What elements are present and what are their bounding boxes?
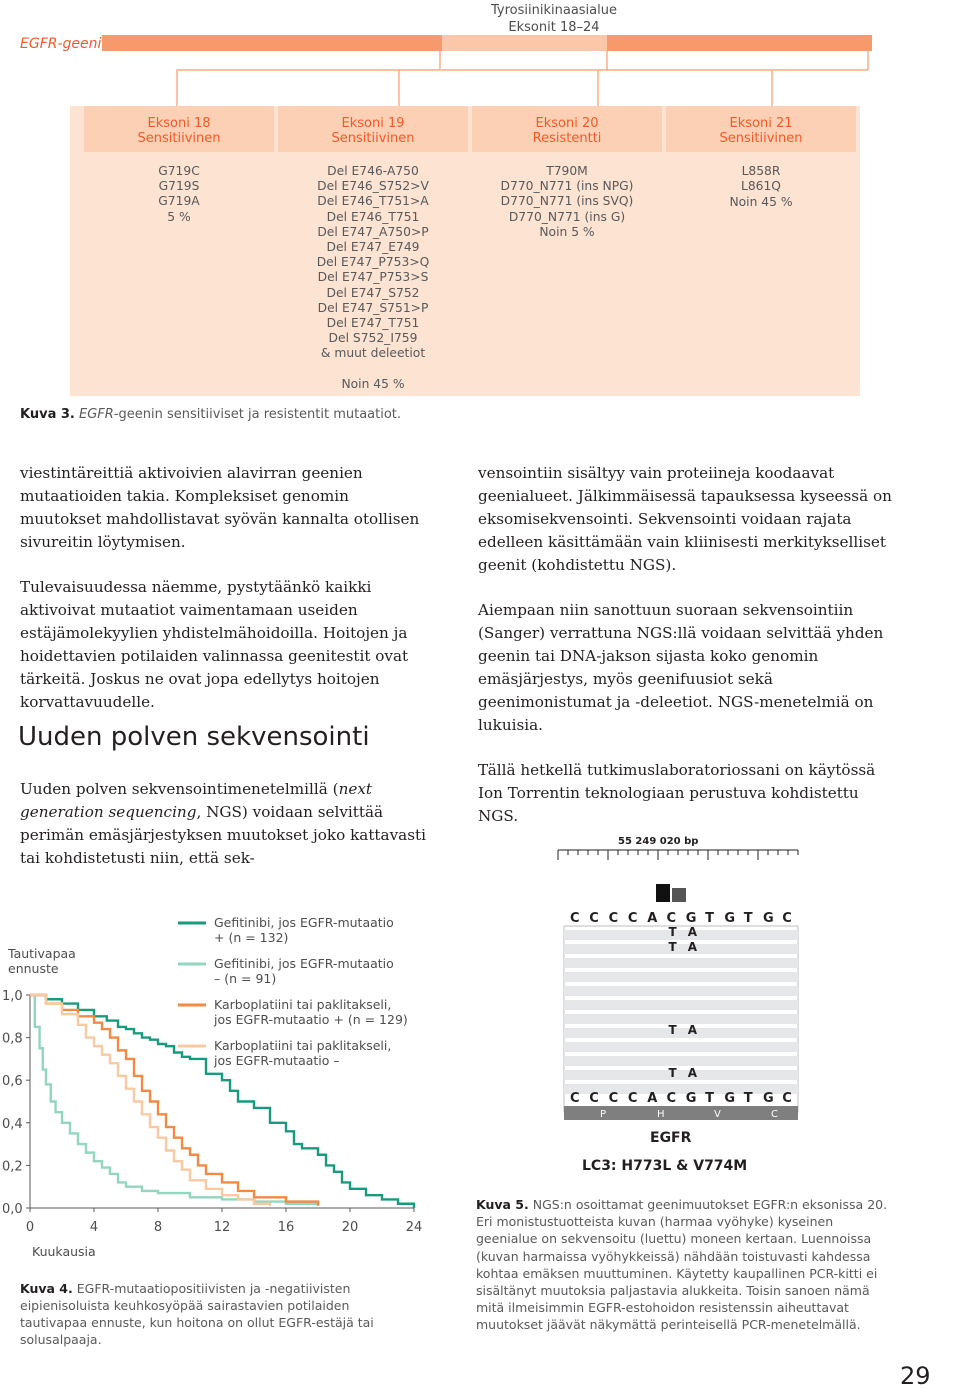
exon-18-status: Sensitiivinen bbox=[137, 131, 221, 146]
base-letter: T bbox=[705, 1091, 714, 1106]
figure-3-caption bbox=[20, 407, 401, 422]
mutation-item: G719C bbox=[158, 164, 200, 178]
exon-19-status: Sensitiivinen bbox=[331, 131, 415, 146]
mutation-item: Del E747_E749 bbox=[326, 240, 420, 255]
y-axis-label-1: Tautivapaa bbox=[8, 946, 76, 961]
variant-letter: T bbox=[668, 940, 677, 954]
paragraph: Aiempaan niin sanottuun suoraan sekvensointiin (Sanger) verrattuna NGS:llä voidaan selvittää yhden geenin tai DNA-jakson sijasta koko genomin emäsjärjestys, myös geenifuusiot sekä geenimonistumat ja -deleetiot. NGS-menetelmiä on lukuisia. bbox=[478, 601, 884, 734]
base-letter: C bbox=[608, 911, 619, 926]
base-letter: C bbox=[627, 911, 638, 926]
exon-19-mutations bbox=[278, 152, 468, 392]
base-letter: T bbox=[743, 1091, 753, 1106]
y-tick-label: 0,0 bbox=[2, 1202, 23, 1217]
x-tick-label: 8 bbox=[153, 1220, 163, 1235]
read-band bbox=[564, 1056, 798, 1066]
read-band bbox=[564, 930, 798, 940]
paragraph: Tulevaisuudessa näemme, pystytäänkö kaikki aktivoivat mutaatiot vaimentamaan useiden estäjämolekyylien yhdistelmähoidoilla. Hoitojen ja hoidettavien potilaiden valinnassa geenitestit ovat tärkeitä. Joskus ne ovat jopa edellytys hoitojen korvattavuudelle. bbox=[20, 578, 409, 711]
legend-label: – (n = 91) bbox=[214, 971, 277, 986]
exon-19-title: Eksoni 19 bbox=[341, 116, 405, 131]
caption-text: NGS:n osoittamat geenimuutokset EGFR:n eksonissa 20. Eri monistustuotteista kuvan (harmaa vyöhyke) kyseinen geenialue on sekvensoitu (luettu) moneen kertaan. Luennoissa (kuvan harmaissa vyöhykkeissä) nähdään toistuvasti kahdessa kohtaa emäksen muuttuminen. Käytetty kaupallinen PCR-kitti ei sisältänyt muutoksia paljastavia alukkeita. Toisin sanoen nämä mitä ilmeisimmin EGFR-estohoidon resistenssin aiheuttavat muutokset jäävät näkymättä perinteisellä PCR-menetelmällä. bbox=[476, 1197, 888, 1333]
base-letter: C bbox=[627, 1091, 638, 1106]
legend-label: jos EGFR-mutaatio – bbox=[214, 1053, 340, 1068]
exon-18-mutations bbox=[84, 152, 274, 225]
x-tick-label: 4 bbox=[89, 1220, 99, 1235]
caption-gene: EGFR bbox=[79, 407, 114, 422]
exon-20-status: Resistentti bbox=[532, 131, 602, 146]
y-axis-label-2: ennuste bbox=[8, 961, 59, 976]
gene-name-label: EGFR bbox=[650, 1130, 692, 1146]
read-band bbox=[564, 1070, 798, 1080]
mutation-item: Del E747_T751 bbox=[326, 316, 420, 331]
read-band bbox=[564, 986, 798, 996]
legend-label: Gefitinibi, jos EGFR-mutaatio bbox=[214, 915, 394, 930]
y-tick-label: 0,8 bbox=[2, 1031, 23, 1047]
base-letter: C bbox=[570, 911, 580, 926]
mutation-item: Del E747_S752 bbox=[326, 285, 420, 300]
mutation-item: Del E747_A750>P bbox=[317, 224, 429, 239]
exon-18-header bbox=[84, 106, 274, 152]
variant-letter: T bbox=[668, 925, 677, 939]
base-letter: A bbox=[647, 911, 658, 926]
mutation-item: & muut deleetiot bbox=[320, 346, 426, 361]
legend-label: Karboplatiini tai paklitakseli, bbox=[214, 1038, 392, 1053]
variant-letter: A bbox=[687, 1023, 698, 1037]
mutation-frequency: Noin 5 % bbox=[539, 225, 595, 239]
mutation-item: D770_N771 (ins NPG) bbox=[500, 179, 634, 194]
variant-letter: A bbox=[687, 1066, 698, 1080]
figure-5-caption bbox=[476, 1196, 896, 1334]
base-letter: C bbox=[782, 1091, 792, 1106]
exon-21-mutations bbox=[666, 152, 856, 210]
mutation-item: L858R bbox=[741, 164, 781, 178]
exon-bracket-lines bbox=[0, 0, 960, 110]
base-letter: G bbox=[724, 911, 736, 926]
paragraph: viestintäreittiä aktivoivien alavirran geenien mutaatioiden takia. Kompleksiset genomin muutokset mahdollistavat syövän kannalta otollisen sivureitin löytymisen. bbox=[20, 464, 420, 551]
base-letter: G bbox=[763, 911, 774, 926]
read-band bbox=[564, 944, 798, 954]
exon-21-title: Eksoni 21 bbox=[729, 116, 793, 131]
amino-acid-letter: V bbox=[714, 1109, 721, 1120]
base-letter: G bbox=[685, 911, 697, 926]
paragraph: Tällä hetkellä tutkimuslaboratoriossani on käytössä Ion Torrentin teknologiaan perustuva kohdistettu NGS. bbox=[478, 761, 876, 825]
base-letter: A bbox=[647, 1091, 658, 1106]
kinase-title-line-1: Tyrosiinikinaasialue bbox=[491, 3, 617, 18]
mutation-item: D770_N771 (ins G) bbox=[508, 209, 626, 224]
exon-21-column bbox=[666, 106, 856, 396]
caption-label: Kuva 3. bbox=[20, 407, 75, 422]
amino-acid-letter: C bbox=[771, 1109, 778, 1120]
base-letter: C bbox=[589, 911, 599, 926]
legend-label: jos EGFR-mutaatio + (n = 129) bbox=[214, 1012, 408, 1027]
page-number: 29 bbox=[900, 1362, 931, 1389]
sequencing-read-image bbox=[548, 830, 808, 1150]
base-letter: C bbox=[589, 1091, 599, 1106]
right-text-column bbox=[478, 462, 898, 850]
legend-label: Karboplatiini tai paklitakseli, bbox=[214, 997, 392, 1012]
base-letter: G bbox=[685, 1091, 697, 1106]
exon-20-mutations bbox=[472, 152, 662, 240]
base-letter: G bbox=[724, 1091, 736, 1106]
read-band bbox=[564, 1014, 798, 1024]
paragraph bbox=[20, 778, 432, 870]
paragraph-italic: next generation sequencing bbox=[20, 780, 373, 821]
base-letter: G bbox=[763, 1091, 774, 1106]
x-tick-label: 20 bbox=[341, 1220, 359, 1235]
paragraph: vensointiin sisältyy vain proteiineja koodaavat geenialueet. Jälkimmäisessä tapauksessa kyseessä on eksomisekvensointi. Sekvensointi voidaan rajata edelleen käsittämään vain kliinisesti merkitykselliset geenit (kohdistettu NGS). bbox=[478, 464, 892, 574]
exon-18-column bbox=[84, 106, 274, 396]
read-band bbox=[564, 958, 798, 968]
legend-label: + (n = 132) bbox=[214, 930, 289, 945]
exon-21-status: Sensitiivinen bbox=[719, 131, 803, 146]
x-tick-label: 0 bbox=[25, 1220, 35, 1235]
x-axis-label: Kuukausia bbox=[32, 1244, 96, 1259]
coverage-block bbox=[656, 884, 670, 902]
coverage-block bbox=[672, 888, 686, 902]
x-tick-label: 16 bbox=[277, 1220, 295, 1235]
mutation-frequency: 5 % bbox=[167, 209, 191, 224]
mutation-item: Del E746_T751>A bbox=[317, 194, 429, 209]
mutation-frequency: Noin 45 % bbox=[729, 194, 793, 209]
base-letter: T bbox=[705, 911, 714, 926]
section-heading: Uuden polven sekvensointi bbox=[18, 722, 370, 752]
y-ticks bbox=[2, 989, 30, 1217]
mutation-table bbox=[70, 106, 860, 396]
paragraph-text: Uuden polven sekvensointimenetelmillä ( bbox=[20, 780, 339, 798]
paragraph-text: , NGS) voidaan selvittää perimän emäsjärjestyksen muutokset joko kattavasti tai kohdistetusti niin, että sek- bbox=[20, 803, 426, 867]
mutation-item: Del E747_P753>Q bbox=[316, 255, 430, 270]
exon-20-column bbox=[472, 106, 662, 396]
chart-legend bbox=[178, 915, 408, 1068]
variant-letter: T bbox=[668, 1023, 677, 1037]
mutation-item: Del E747_P753>S bbox=[317, 270, 429, 285]
variant-label: LC3: H773L & V774M bbox=[582, 1158, 748, 1174]
mutation-item: Del S752_I759 bbox=[328, 331, 418, 346]
variant-letter: A bbox=[687, 940, 698, 954]
base-letter: C bbox=[666, 1091, 677, 1106]
genomic-position-label: 55 249 020 bp bbox=[618, 836, 699, 847]
base-letter: C bbox=[570, 1091, 580, 1106]
mutation-item: L861Q bbox=[740, 179, 781, 194]
mutation-item: Del E746_S752>V bbox=[317, 179, 429, 194]
spacer bbox=[278, 362, 468, 377]
variant-letter: T bbox=[668, 1066, 677, 1080]
mutation-item: Del E747_S751>P bbox=[317, 300, 429, 315]
read-band bbox=[564, 972, 798, 982]
figure-4-caption bbox=[20, 1280, 400, 1348]
gene-label: EGFR-geeni bbox=[20, 36, 102, 52]
x-ticks bbox=[26, 1208, 422, 1235]
legend-label: Gefitinibi, jos EGFR-mutaatio bbox=[214, 956, 394, 971]
mutation-item: D770_N771 (ins SVQ) bbox=[500, 194, 634, 209]
exon-20-header bbox=[472, 106, 662, 152]
kinase-title-line-2: Eksonit 18–24 bbox=[508, 20, 600, 35]
y-tick-label: 0,6 bbox=[2, 1074, 23, 1090]
amino-acid-letter: P bbox=[600, 1109, 607, 1120]
mutation-frequency: Noin 45 % bbox=[341, 376, 405, 391]
exon-21-header bbox=[666, 106, 856, 152]
base-letter: T bbox=[743, 911, 753, 926]
y-tick-label: 0,2 bbox=[2, 1159, 23, 1175]
amino-acid-letter: H bbox=[657, 1109, 665, 1120]
read-band bbox=[564, 1000, 798, 1010]
caption-label: Kuva 4. bbox=[20, 1281, 73, 1296]
survival-chart bbox=[0, 905, 440, 1265]
base-letter: C bbox=[608, 1091, 619, 1106]
base-letter: C bbox=[666, 911, 677, 926]
left-text-column-2 bbox=[20, 778, 432, 892]
caption-text: EGFR-mutaatiopositiivisten ja -negatiivisten eipienisoluista keuhkosyöpää sairastavien potilaiden tautivapaa ennuste, kun hoitona on ollut EGFR-estäjä tai solusalpaaja. bbox=[20, 1281, 374, 1347]
mutation-item: T790M bbox=[546, 164, 588, 178]
reference-sequence-top bbox=[570, 911, 792, 926]
base-letter: C bbox=[782, 911, 792, 926]
left-text-column bbox=[20, 462, 432, 736]
variant-letter: A bbox=[687, 925, 698, 939]
x-tick-label: 12 bbox=[213, 1220, 231, 1235]
caption-label: Kuva 5. bbox=[476, 1197, 529, 1212]
caption-text: -geenin sensitiiviset ja resistentit mutaatiot. bbox=[113, 407, 402, 422]
mutation-item: Del E746_T751 bbox=[326, 209, 420, 224]
exon-19-header bbox=[278, 106, 468, 152]
exon-19-column bbox=[278, 106, 468, 396]
exon-18-title: Eksoni 18 bbox=[147, 116, 211, 131]
mutation-item: G719A bbox=[158, 194, 200, 209]
read-band bbox=[564, 1042, 798, 1052]
exon-20-title: Eksoni 20 bbox=[535, 116, 599, 131]
read-band bbox=[564, 1028, 798, 1038]
mutation-item: G719S bbox=[158, 179, 200, 194]
x-tick-label: 24 bbox=[405, 1220, 423, 1235]
ruler-ticks bbox=[558, 850, 798, 860]
y-tick-label: 1,0 bbox=[2, 989, 23, 1004]
mutation-item: Del E746-A750 bbox=[327, 164, 419, 178]
y-tick-label: 0,4 bbox=[2, 1116, 23, 1132]
